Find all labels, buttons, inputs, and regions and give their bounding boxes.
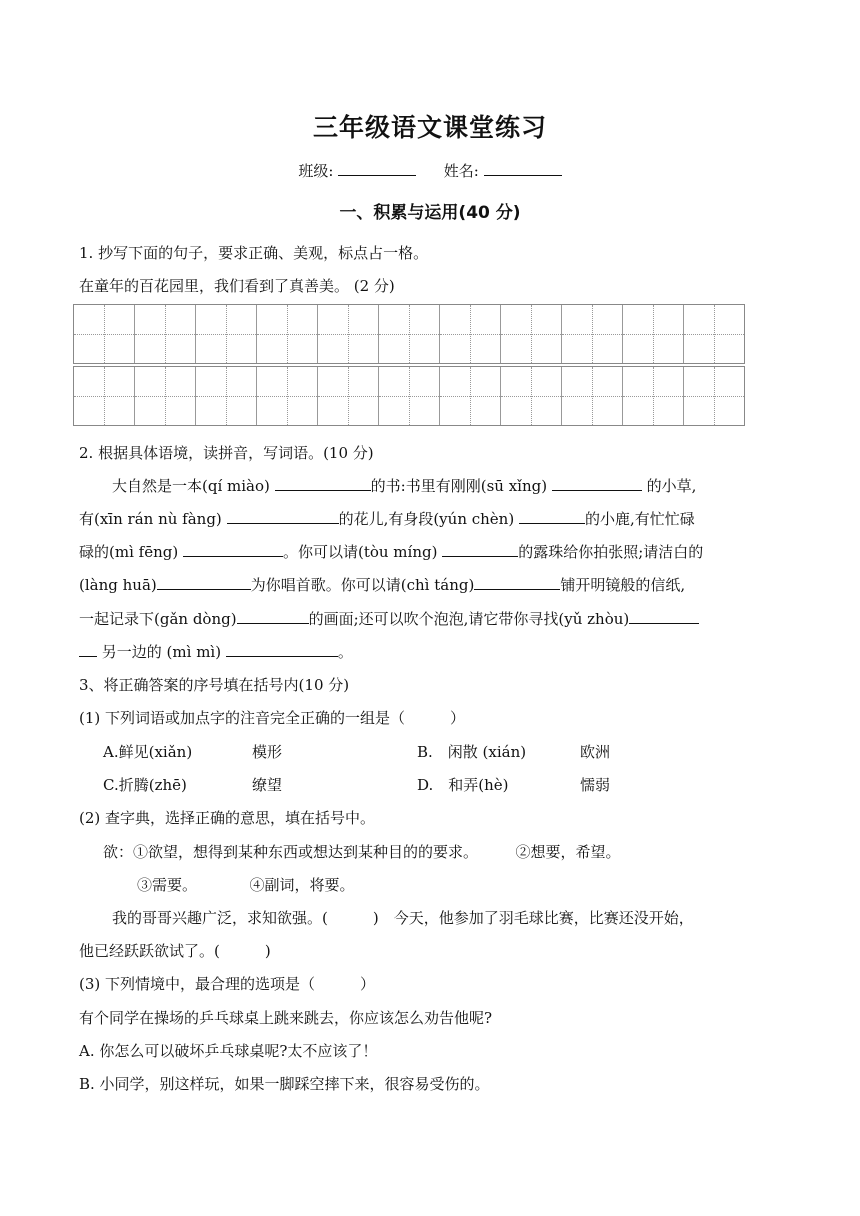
- grid-cell[interactable]: [562, 367, 623, 425]
- q2-text: 另一边的 (mì mì): [101, 643, 222, 661]
- q2-text: 的书:书里有刚刚(sū xǐng): [370, 477, 548, 495]
- yu-definitions-1: 欲：①欲望，想得到某种东西或想达到某种目的的要求。 ②想要，希望。: [103, 843, 621, 861]
- option-c-label[interactable]: C.折腾(zhē): [103, 776, 187, 794]
- option-a-word: 模形: [252, 743, 283, 761]
- class-blank[interactable]: [338, 161, 416, 176]
- q2-text: 的露珠给你拍张照;请洁白的: [518, 543, 704, 561]
- q2-line-4: [79, 574, 685, 595]
- q2-text: 的小鹿,有忙忙碌: [584, 510, 695, 528]
- q2-text: 一起记录下(gǎn dòng): [79, 610, 237, 628]
- grid-cell[interactable]: [623, 367, 684, 425]
- grid-cell[interactable]: [257, 305, 318, 363]
- q3-sub3: (3) 下列情境中，最合理的选项是（ ）: [79, 975, 376, 993]
- grid-cell[interactable]: [684, 367, 744, 425]
- answer-blank[interactable]: [552, 476, 642, 491]
- class-label: 班级:: [298, 162, 334, 180]
- page-title: 三年级语文课堂练习: [312, 113, 547, 142]
- q3-prompt: 3、将正确答案的序号填在括号内(10 分): [79, 676, 350, 694]
- q2-text: 有(xīn rán nù fàng): [79, 510, 222, 528]
- answer-blank[interactable]: [237, 609, 309, 624]
- q3-scene: 有个同学在操场的乒乓球桌上跳来跳去，你应该怎么劝告他呢?: [79, 1009, 493, 1027]
- answer-blank[interactable]: [275, 476, 371, 491]
- grid-cell[interactable]: [501, 367, 562, 425]
- q3-sub1: (1) 下列词语或加点字的注音完全正确的一组是（ ）: [79, 709, 466, 727]
- q2-line-1: [112, 475, 696, 496]
- q2-text: 。: [337, 643, 353, 661]
- grid-cell[interactable]: [562, 305, 623, 363]
- answer-blank[interactable]: [629, 609, 699, 624]
- answer-blank[interactable]: [442, 542, 518, 557]
- q2-text: 碌的(mì fēng): [79, 543, 179, 561]
- grid-cell[interactable]: [74, 367, 135, 425]
- option-b-text[interactable]: B. 小同学，别这样玩，如果一脚踩空摔下来，很容易受伤的。: [79, 1075, 490, 1093]
- option-a-label[interactable]: A.鲜见(xiǎn): [103, 743, 193, 761]
- grid-cell[interactable]: [379, 367, 440, 425]
- student-info: [0, 160, 860, 181]
- grid-cell[interactable]: [501, 305, 562, 363]
- grid-cell[interactable]: [318, 305, 379, 363]
- name-label: 姓名:: [443, 162, 479, 180]
- q2-prompt: 2. 根据具体语境，读拼音，写词语。(10 分): [79, 444, 374, 462]
- grid-cell[interactable]: [379, 305, 440, 363]
- grid-cell[interactable]: [318, 367, 379, 425]
- yu-definitions-2: ③需要。 ④副词，将要。: [137, 876, 355, 894]
- option-d-word: 懦弱: [580, 776, 611, 794]
- q2-text: 的小草,: [646, 477, 697, 495]
- q3-sentence-2: 他已经跃跃欲试了。( ): [79, 942, 271, 960]
- name-blank[interactable]: [484, 161, 562, 176]
- answer-blank[interactable]: [519, 509, 585, 524]
- grid-cell[interactable]: [135, 367, 196, 425]
- grid-cell[interactable]: [257, 367, 318, 425]
- writing-grid-row-2[interactable]: [73, 366, 745, 426]
- grid-cell[interactable]: [440, 367, 501, 425]
- option-b-label[interactable]: B. 闲散 (xián): [417, 743, 527, 761]
- grid-cell[interactable]: [196, 367, 257, 425]
- writing-grid-row-1[interactable]: [73, 304, 745, 364]
- option-b-word: 欧洲: [580, 743, 611, 761]
- q2-text: 为你唱首歌。你可以请(chì táng): [250, 576, 475, 594]
- grid-cell[interactable]: [623, 305, 684, 363]
- q2-text: 铺开明镜般的信纸,: [560, 576, 686, 594]
- q2-line-6: [79, 641, 353, 662]
- answer-blank[interactable]: [183, 542, 283, 557]
- q1-prompt: 1. 抄写下面的句子，要求正确、美观，标点占一格。: [79, 244, 429, 262]
- q3-sub2: (2) 查字典，选择正确的意思，填在括号中。: [79, 809, 376, 827]
- q2-text: 的花儿,有身段(yún chèn): [338, 510, 515, 528]
- answer-blank[interactable]: [226, 642, 338, 657]
- q3-sentence-1: 我的哥哥兴趣广泛，求知欲强。( ) 今天，他参加了羽毛球比赛，比赛还没开始，: [112, 909, 694, 927]
- section-heading: 一、积累与运用(40 分): [339, 203, 521, 223]
- grid-cell[interactable]: [74, 305, 135, 363]
- option-d-label[interactable]: D. 和弄(hè): [417, 776, 509, 794]
- grid-cell[interactable]: [135, 305, 196, 363]
- q2-text: 的画面;还可以吹个泡泡,请它带你寻找(yǔ zhòu): [308, 610, 630, 628]
- q2-text: 大自然是一本(qí miào): [112, 477, 270, 495]
- q2-text: (làng huā): [79, 576, 157, 594]
- q2-text: 。你可以请(tòu míng): [282, 543, 438, 561]
- answer-blank[interactable]: [227, 509, 339, 524]
- option-a-text[interactable]: A. 你怎么可以破坏乒乓球桌呢?太不应该了！: [79, 1042, 378, 1060]
- option-c-word: 缭望: [252, 776, 283, 794]
- grid-cell[interactable]: [196, 305, 257, 363]
- answer-blank[interactable]: [79, 642, 97, 657]
- q1-sentence: 在童年的百花园里，我们看到了真善美。 (2 分): [79, 277, 395, 295]
- answer-blank[interactable]: [474, 575, 560, 590]
- grid-cell[interactable]: [684, 305, 744, 363]
- grid-cell[interactable]: [440, 305, 501, 363]
- q2-line-5: [79, 608, 699, 629]
- q2-line-3: [79, 541, 703, 562]
- q2-line-2: [79, 508, 695, 529]
- answer-blank[interactable]: [157, 575, 251, 590]
